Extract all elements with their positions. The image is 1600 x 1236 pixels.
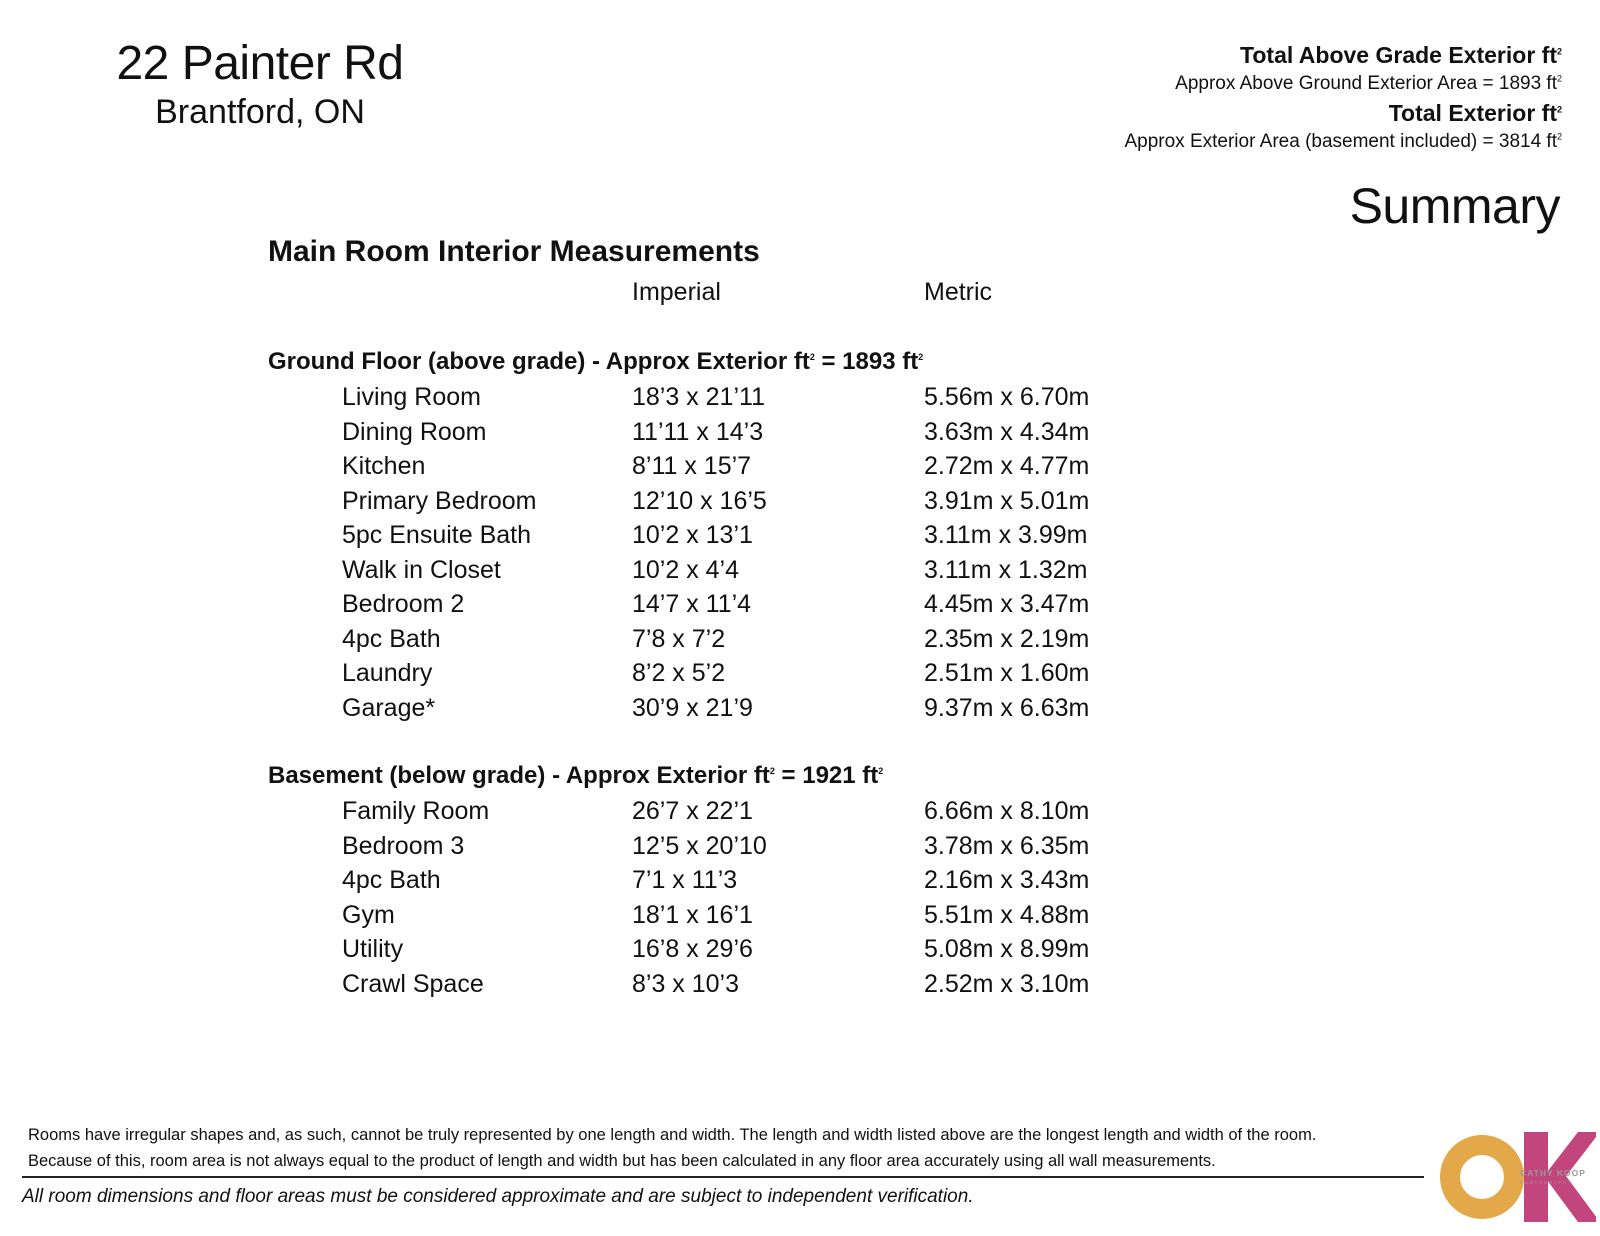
exterior-totals bbox=[1124, 40, 1562, 156]
room-metric-dimensions: 4.45m x 3.47m bbox=[924, 590, 1090, 618]
room-imperial-dimensions: 8’11 x 15’7 bbox=[632, 452, 752, 480]
room-row bbox=[0, 794, 1600, 829]
room-row bbox=[0, 967, 1600, 1002]
ground-floor-heading: Ground Floor (above grade) - Approx Exterior $ft^2 = 1893$ $ft^2$ bbox=[268, 348, 924, 375]
room-row bbox=[0, 656, 1600, 691]
room-metric-dimensions: 5.56m x 6.70m bbox=[924, 383, 1090, 411]
room-imperial-dimensions: 30’9 x 21’9 bbox=[632, 693, 753, 722]
street-address: 22 Painter Rd bbox=[116, 37, 404, 90]
room-name: 4pc Bath bbox=[342, 866, 441, 894]
room-metric-dimensions: 5.08m x 8.99m bbox=[924, 935, 1090, 963]
property-address bbox=[110, 36, 410, 132]
room-metric-dimensions: 3.91m x 5.01m bbox=[924, 486, 1090, 515]
room-row bbox=[0, 587, 1600, 622]
logo-letter-o bbox=[1450, 1145, 1514, 1209]
room-metric-dimensions: 6.66m x 8.10m bbox=[924, 797, 1090, 825]
room-metric-dimensions: 3.11m x 3.99m bbox=[924, 521, 1088, 549]
disclaimer-line: Because of this, room area is not always equal to the product of length and width but has been calculated in any floor area accurately using all wall measurements. bbox=[28, 1152, 1216, 1170]
room-row bbox=[0, 932, 1600, 967]
room-row bbox=[0, 518, 1600, 553]
room-name: Primary Bedroom bbox=[342, 486, 537, 515]
room-imperial-dimensions: 11’11 x 14’3 bbox=[632, 417, 764, 446]
room-imperial-dimensions: 26’7 x 22’1 bbox=[632, 797, 753, 825]
room-row bbox=[0, 553, 1600, 588]
room-row bbox=[0, 829, 1600, 864]
column-header-imperial: Imperial bbox=[632, 278, 721, 306]
room-name: Dining Room bbox=[342, 417, 487, 446]
room-name: Bedroom 2 bbox=[342, 590, 465, 618]
room-name: Crawl Space bbox=[342, 969, 484, 998]
room-row bbox=[0, 691, 1600, 726]
room-row bbox=[0, 449, 1600, 484]
page-title: Summary bbox=[1349, 178, 1560, 234]
column-header-metric: Metric bbox=[924, 278, 993, 306]
total-exterior-heading: Total Exterior $ft^2$ bbox=[1388, 100, 1562, 126]
room-metric-dimensions: 5.51m x 4.88m bbox=[924, 900, 1090, 929]
room-metric-dimensions: 2.16m x 3.43m bbox=[924, 866, 1090, 894]
cathy-koop-logo bbox=[1440, 1132, 1596, 1222]
room-metric-dimensions: 2.72m x 4.77m bbox=[924, 452, 1090, 480]
room-name: 5pc Ensuite Bath bbox=[342, 521, 532, 549]
room-metric-dimensions: 2.35m x 2.19m bbox=[924, 624, 1090, 653]
room-imperial-dimensions: 14’7 x 11’4 bbox=[632, 590, 752, 618]
room-metric-dimensions: 2.52m x 3.10m bbox=[924, 969, 1090, 998]
room-name: Gym bbox=[342, 900, 395, 929]
room-name: Kitchen bbox=[342, 452, 426, 480]
room-metric-dimensions: 9.37m x 6.63m bbox=[924, 693, 1090, 722]
room-row bbox=[0, 380, 1600, 415]
above-grade-line: Approx Above Ground Exterior Area = 1893 $ft^2$ bbox=[1175, 73, 1562, 94]
city-province: Brantford, ON bbox=[155, 93, 365, 131]
logo-text: CATHY KOOP bbox=[1520, 1168, 1586, 1178]
total-exterior-line: Approx Exterior Area (basement included) = 3814 $ft^2$ bbox=[1124, 131, 1562, 152]
footer-note: All room dimensions and floor areas must be considered approximate and are subject to independent verification. bbox=[22, 1186, 974, 1207]
room-imperial-dimensions: 7’1 x 11’3 bbox=[632, 866, 738, 894]
room-metric-dimensions: 3.63m x 4.34m bbox=[924, 417, 1090, 446]
room-row bbox=[0, 484, 1600, 519]
room-imperial-dimensions: 18’1 x 16’1 bbox=[632, 900, 753, 929]
disclaimer bbox=[28, 1122, 1428, 1174]
room-imperial-dimensions: 16’8 x 29’6 bbox=[632, 935, 753, 963]
footer-divider bbox=[22, 1176, 1424, 1178]
room-metric-dimensions: 3.11m x 1.32m bbox=[924, 555, 1088, 584]
room-imperial-dimensions: 18’3 x 21’11 bbox=[632, 383, 765, 411]
main-heading: Main Room Interior Measurements bbox=[268, 235, 760, 268]
room-name: Utility bbox=[342, 935, 404, 963]
room-imperial-dimensions: 10’2 x 13’1 bbox=[632, 521, 753, 549]
room-name: 4pc Bath bbox=[342, 624, 441, 653]
room-row bbox=[0, 863, 1600, 898]
ground-floor-rooms bbox=[0, 380, 1600, 725]
room-row bbox=[0, 622, 1600, 657]
room-metric-dimensions: 3.78m x 6.35m bbox=[924, 831, 1090, 860]
room-name: Walk in Closet bbox=[342, 555, 501, 584]
room-row bbox=[0, 415, 1600, 450]
room-imperial-dimensions: 8’3 x 10’3 bbox=[632, 969, 740, 998]
room-row bbox=[0, 898, 1600, 933]
disclaimer-line: Rooms have irregular shapes and, as such, cannot be truly represented by one length and width. The length and width listed above are the longest length and width of the room. bbox=[28, 1126, 1317, 1144]
room-name: Bedroom 3 bbox=[342, 831, 465, 860]
room-name: Living Room bbox=[342, 383, 481, 411]
room-metric-dimensions: 2.51m x 1.60m bbox=[924, 659, 1090, 687]
room-name: Family Room bbox=[342, 797, 490, 825]
room-imperial-dimensions: 8’2 x 5’2 bbox=[632, 659, 726, 687]
above-grade-heading: Total Above Grade Exterior $ft^2$ bbox=[1240, 42, 1562, 68]
room-name: Laundry bbox=[342, 659, 433, 687]
room-imperial-dimensions: 7’8 x 7’2 bbox=[632, 624, 726, 653]
room-imperial-dimensions: 12’10 x 16’5 bbox=[632, 486, 767, 515]
room-imperial-dimensions: 12’5 x 20’10 bbox=[632, 831, 767, 860]
room-imperial-dimensions: 10’2 x 4’4 bbox=[632, 555, 740, 584]
basement-rooms bbox=[0, 794, 1600, 1001]
basement-heading: Basement (below grade) - Approx Exterior $ft^2 = 1921$ $ft^2$ bbox=[268, 762, 884, 789]
room-name: Garage* bbox=[342, 693, 436, 722]
logo-subtext: PHOTOGRAPHY bbox=[1520, 1180, 1573, 1185]
